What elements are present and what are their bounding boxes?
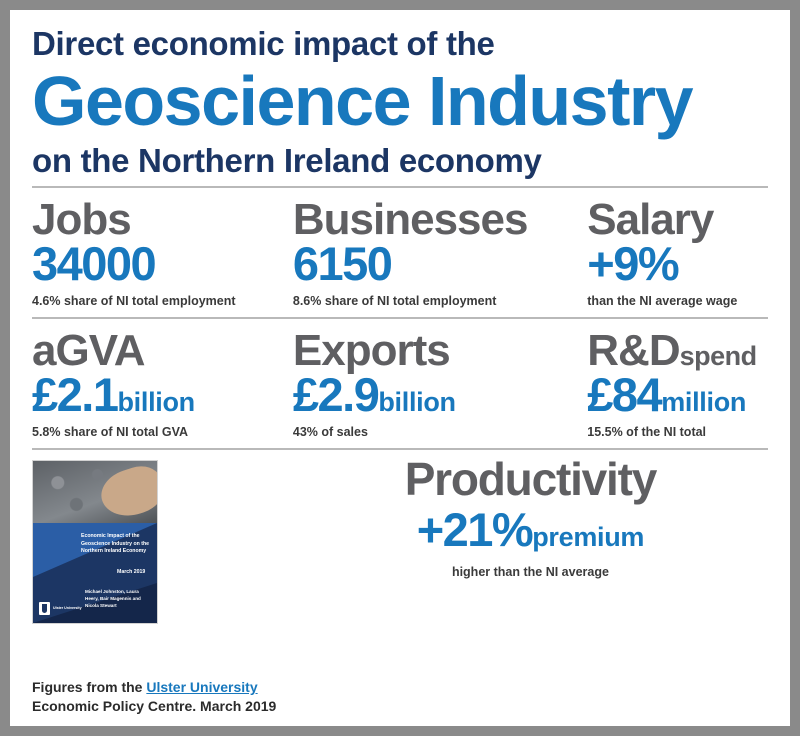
stat-note: 4.6% share of NI total employment xyxy=(32,294,236,309)
title-line-2: Geoscience Industry xyxy=(32,61,693,140)
cover-logo-text: Ulster University xyxy=(53,606,82,611)
stat-value-number: 6150 xyxy=(292,237,392,291)
stat-label-text: Salary xyxy=(587,195,714,245)
stat-value-number: +21% xyxy=(416,503,533,557)
stat-value xyxy=(587,237,760,291)
cover-authors: Michael Johnston, Laura Heery, Bair Magennis and Nicola Stewart xyxy=(85,589,141,609)
source-suffix: Economic Policy Centre. March 2019 xyxy=(32,698,277,715)
source-link[interactable]: Ulster University xyxy=(146,679,258,696)
stat-label xyxy=(292,326,561,376)
stat-card-exports xyxy=(275,317,569,448)
cover-title: Economic Impact of the Geoscience Industry on the Northern Ireland Economy xyxy=(81,533,150,555)
stat-value-number: +9% xyxy=(587,237,679,291)
stat-value-unit: billion xyxy=(117,387,195,418)
infographic-panel xyxy=(10,10,790,726)
stat-note: 15.5% of the NI total xyxy=(587,425,707,440)
stat-label-text: Jobs xyxy=(32,195,131,245)
stat-value xyxy=(292,368,561,422)
stat-value-number: 34000 xyxy=(32,237,156,291)
stat-value xyxy=(293,503,768,557)
source-prefix: Figures from the xyxy=(32,679,147,696)
title-line-1: Direct economic impact of the xyxy=(32,25,495,62)
stat-label-text: Businesses xyxy=(292,195,528,245)
stat-value-unit: billion xyxy=(378,387,456,418)
stat-label xyxy=(292,195,561,245)
report-cover-thumbnail[interactable] xyxy=(32,460,158,624)
stats-row-2 xyxy=(32,317,768,448)
stat-label-text: Exports xyxy=(292,326,450,376)
stat-card-rd-spend xyxy=(569,317,768,448)
stats-row-3 xyxy=(32,448,768,632)
stat-value-number: £84 xyxy=(587,368,662,422)
stat-label xyxy=(587,326,760,376)
stat-note: 8.6% share of NI total employment xyxy=(292,294,497,309)
stat-value xyxy=(292,237,561,291)
stat-card-salary xyxy=(569,186,768,317)
stat-note: 43% of sales xyxy=(292,425,368,440)
stat-value xyxy=(32,237,267,291)
stat-label-suffix: spend xyxy=(679,341,757,372)
stat-card-jobs xyxy=(32,186,275,317)
cover-photo xyxy=(33,461,157,523)
stat-value xyxy=(32,368,267,422)
cover-hand-shape xyxy=(95,461,158,524)
stats-row-1 xyxy=(32,186,768,317)
stat-label xyxy=(32,326,267,376)
stat-note: higher than the NI average xyxy=(451,564,609,579)
cover-logo xyxy=(39,602,82,615)
stat-card-businesses xyxy=(275,186,569,317)
stat-label-text: aGVA xyxy=(32,326,145,376)
stat-label: Productivity xyxy=(404,453,657,506)
report-cover-area xyxy=(32,450,275,632)
stat-value xyxy=(587,368,760,422)
stat-label-text: R&D xyxy=(587,326,680,376)
stat-label xyxy=(587,195,760,245)
stat-note: 5.8% share of NI total GVA xyxy=(32,425,189,440)
cover-date: March 2019 xyxy=(117,569,146,576)
stats-grid xyxy=(10,186,790,632)
ulster-university-logo-icon xyxy=(39,602,50,615)
stat-value-number: £2.9 xyxy=(292,368,379,422)
stat-label xyxy=(32,195,267,245)
stat-value-number: £2.1 xyxy=(32,368,118,422)
title-line-3: on the Northern Ireland economy xyxy=(32,142,542,180)
header xyxy=(10,10,790,186)
source-caption xyxy=(32,678,292,716)
stat-note: than the NI average wage xyxy=(587,294,738,309)
stat-value-unit: premium xyxy=(532,522,645,553)
stat-card-productivity xyxy=(275,450,768,632)
stat-card-agva xyxy=(32,317,275,448)
stat-value-unit: million xyxy=(661,387,747,418)
